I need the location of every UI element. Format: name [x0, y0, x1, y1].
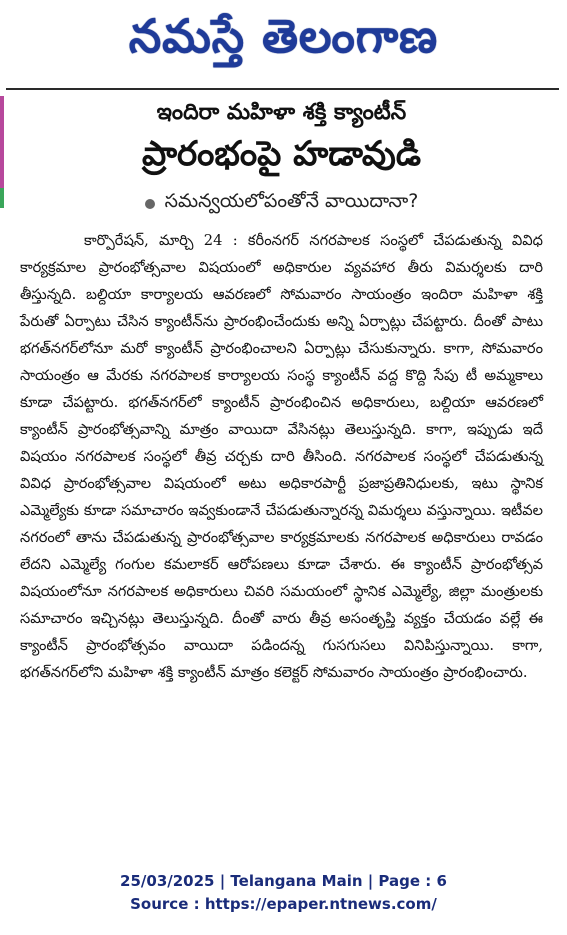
- divider: [6, 88, 559, 90]
- masthead: [0, 0, 567, 84]
- newspaper-logo: నమస్తే తెలంగాణ: [128, 9, 439, 63]
- source-link[interactable]: Source : https://epaper.ntnews.com/: [130, 895, 437, 913]
- article-subhead: సమన్వయలోపంతోనే వాయిదానా?: [164, 190, 419, 212]
- article-subhead-row: [8, 190, 555, 217]
- article-clipping: [8, 92, 555, 854]
- article-kicker: ఇందిరా మహిళా శక్తి క్యాంటీన్: [156, 100, 407, 125]
- publication-info: 25/03/2025 | Telangana Main | Page : 6: [120, 872, 447, 890]
- edge-accent-green: [0, 188, 4, 208]
- article-headline: ప్రారంభంపై హడావుడి: [141, 134, 422, 174]
- article-body: కార్పొరేషన్, మార్చి 24 : కరీంనగర్ నగరపాలక సంస్థలో చేపడుతున్న వివిధ కార్యక్రమాల ప్రారంభోత్సవాల విషయంలో అధికారుల వ్యవహార తీరు విమర్శలకు దారి తీస్తున్నది. బల్దియా కార్యాలయ ఆవరణలో సోమవారం సాయంత్రం ఇందిరా మహిళా శక్తి పేరుతో ఏర్పాటు చేసిన క్యాంటీన్‌ను ప్రారంభించేందుకు అన్ని ఏర్పాట్లు చేపట్టారు. దీంతో పాటు భగత్‌నగర్‌లోనూ మరో క్యాంటీన్ ప్రారంభించాలని ఏర్పాట్లు చేసుకున్నారు. కాగా, సోమవారం సాయంత్రం ఆ మేరకు నగరపాలక కార్యాలయ సంస్థ క్యాంటీన్ వద్ద కొద్ది సేపు టీ అమ్మకాలు కూడా చేపట్టారు. భగత్‌నగర్‌లో క్యాంటీన్ ప్రారంభించిన అధికారులు, బల్దియా ఆవరణలో క్యాంటీన్ ప్రారంభోత్సవాన్ని మాత్రం వాయిదా వేసినట్లు తెలుస్తున్నది. కాగా, ఇప్పుడు ఇదే విషయం నగరపాలక సంస్థలో తీవ్ర చర్చకు దారి తీసింది. నగరపాలక సంస్థలో చేపడుతున్న వివిధ ప్రారంభోత్సవాల విషయంలో అటు అధికారపార్టీ ప్రజాప్రతినిధులకు, ఇటు స్థానిక ఎమ్మెల్యేకు కూడా సమాచారం ఇవ్వకుండానే చేపడుతున్నారన్న విమర్శలు వస్తున్నాయి. ఇటీవల నగరంలో తాను చేపడుతున్న ప్రారంభోత్సవాల కార్యక్రమాలకు నగరపాలక అధికారులు రావడం లేదని ఎమ్మెల్యే గంగుల కమలాకర్ ఆరోపణలు కూడా చేశారు. ఈ క్యాంటీన్ ప్రారంభోత్సవ విషయంలోనూ నగరపాలక అధికారులు చివరి సమయంలో స్థానిక ఎమ్మెల్యే, జిల్లా మంత్రులకు సమాచారం ఇచ్చినట్లు తెలుస్తున్నది. దీంతో వారు తీవ్ర అసంతృప్తి వ్యక్తం చేయడం వల్లే ఈ క్యాంటీన్ ప్రారంభోత్సవం వాయిదా పడిందన్న గుసగుసలు వినిపిస్తున్నాయి. కాగా, భగత్‌నగర్‌లోని మహిళా శక్తి క్యాంటీన్ మాత్రం కలెక్టర్ సోమవారం సాయంత్రం ప్రారంభించారు.: [20, 232, 543, 681]
- bullet-icon: [145, 199, 155, 209]
- edge-accent: [0, 96, 4, 188]
